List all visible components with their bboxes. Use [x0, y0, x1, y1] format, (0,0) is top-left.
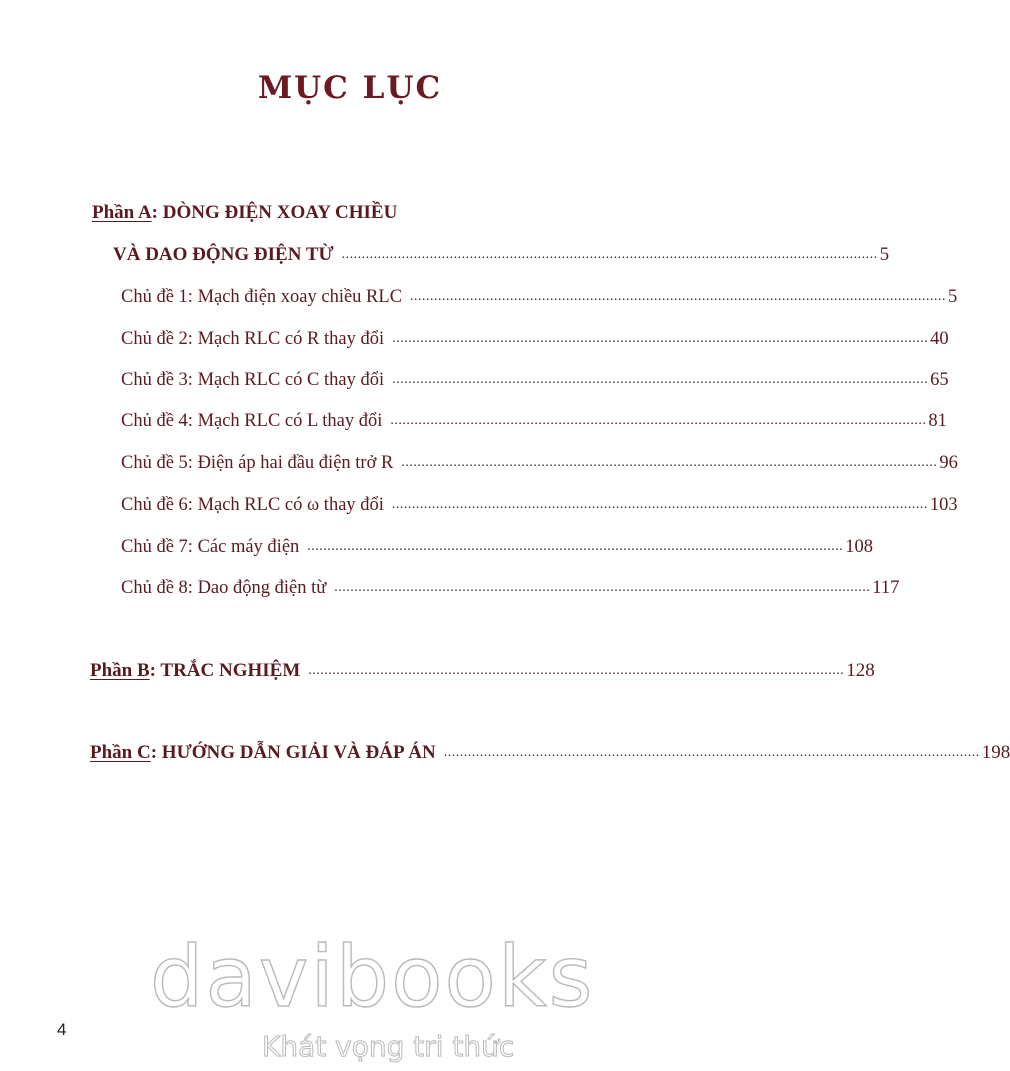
- part-c-title: : HƯỚNG DẪN GIẢI VÀ ĐÁP ÁN: [150, 742, 436, 763]
- topic-label: Chủ đề 2: Mạch RLC có R thay đổi: [121, 329, 385, 349]
- page-title: MỤC LỤC: [257, 70, 443, 106]
- watermark-slogan: Khát vọng tri thức: [262, 1030, 515, 1063]
- topic-page: 96: [939, 453, 958, 473]
- topic-page: 103: [929, 495, 958, 515]
- topic-row: [121, 370, 949, 391]
- topic-page: 117: [872, 578, 900, 598]
- leader-dots: ......................................................................................................................................: [307, 539, 844, 554]
- topic-row: [121, 411, 947, 432]
- leader-dots: ......................................................................................................................................: [308, 663, 845, 678]
- part-a-title: : DÒNG ĐIỆN XOAY CHIỀU: [151, 202, 398, 223]
- leader-dots: ......................................................................................................................................: [443, 745, 980, 760]
- leader-dots: ......................................................................................................................................: [390, 413, 927, 428]
- topic-row: [121, 329, 949, 350]
- watermark-brand: davibooks: [150, 928, 595, 1026]
- part-c-label: Phần C: [90, 742, 151, 763]
- topic-row: [121, 495, 958, 516]
- part-a-page: 5: [879, 244, 890, 265]
- part-a-subtitle: VÀ DAO ĐỘNG ĐIỆN TỪ: [113, 244, 334, 265]
- topic-page: 65: [930, 370, 949, 390]
- part-b-title: : TRẮC NGHIỆM: [149, 660, 301, 681]
- part-a-subtitle-row: [113, 244, 890, 266]
- part-b-label: Phần B: [90, 660, 150, 681]
- part-a-label: Phần A: [92, 202, 152, 223]
- leader-dots: ......................................................................................................................................: [401, 455, 938, 470]
- topic-label: Chủ đề 4: Mạch RLC có L thay đổi: [121, 411, 383, 431]
- leader-dots: ......................................................................................................................................: [392, 372, 929, 387]
- part-b-page: 128: [846, 660, 875, 681]
- topic-row: [121, 287, 958, 308]
- topic-label: Chủ đề 7: Các máy điện: [121, 537, 300, 557]
- topic-page: 5: [948, 287, 958, 307]
- topic-row: [121, 578, 900, 599]
- topic-page: 108: [845, 537, 874, 557]
- topic-label: Chủ đề 3: Mạch RLC có C thay đổi: [121, 370, 385, 390]
- leader-dots: ......................................................................................................................................: [341, 247, 878, 262]
- topic-label: Chủ đề 1: Mạch điện xoay chiều RLC: [121, 287, 403, 307]
- topic-row: [121, 537, 874, 558]
- leader-dots: ......................................................................................................................................: [410, 289, 947, 304]
- watermark: [150, 928, 595, 1063]
- part-a-heading: [92, 202, 612, 224]
- topic-row: [121, 453, 958, 474]
- leader-dots: ......................................................................................................................................: [392, 331, 929, 346]
- topic-label: Chủ đề 8: Dao động điện từ: [121, 578, 327, 598]
- part-b-row: [90, 660, 875, 682]
- topic-page: 40: [930, 329, 949, 349]
- page-number: 4: [57, 1020, 67, 1039]
- part-c-row: [90, 742, 1010, 764]
- topic-page: 81: [928, 411, 947, 431]
- topic-label: Chủ đề 5: Điện áp hai đầu điện trở R: [121, 453, 394, 473]
- part-c-page: 198: [981, 742, 1010, 763]
- topic-label: Chủ đề 6: Mạch RLC có ω thay đổi: [121, 495, 384, 515]
- leader-dots: ......................................................................................................................................: [391, 497, 928, 512]
- leader-dots: ......................................................................................................................................: [334, 580, 871, 595]
